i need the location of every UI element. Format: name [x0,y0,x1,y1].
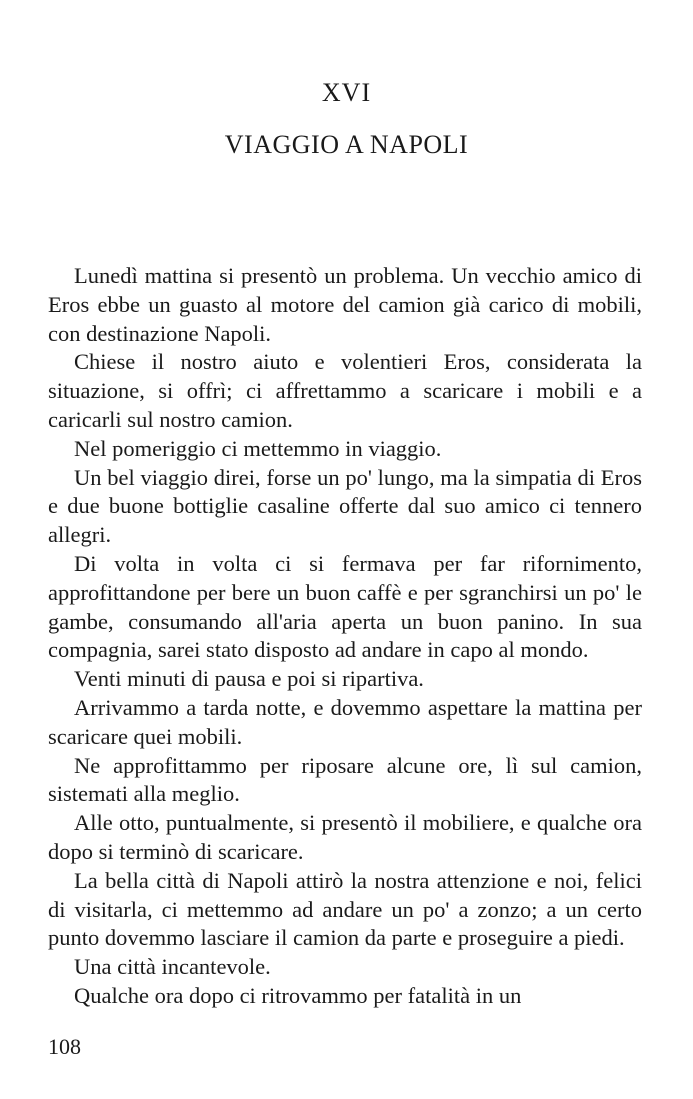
paragraph: Arrivammo a tarda notte, e dovemmo aspettare la mattina per scaricare quei mobili. [48,694,642,749]
paragraph: Qualche ora dopo ci ritrovammo per fatalità in un [74,982,522,1008]
paragraph: Ne approfittammo per riposare alcune ore, lì sul camion, sistemati alla meglio. [48,752,642,807]
page-number: 108 [48,1034,81,1059]
paragraph: Nel pomeriggio ci mettemmo in viaggio. [74,435,442,461]
paragraph: La bella città di Napoli attirò la nostra attenzione e noi, felici di visitarla, ci mettemmo ad andare un po' a zonzo; a un certo punto dovemmo lasciare il camion da parte e proseguire a piedi. [48,867,642,951]
paragraph: Di volta in volta ci si fermava per far rifornimento, approfittandone per bere un buon caffè e per sgranchirsi un po' le gambe, consumando all'aria aperta un buon panino. In sua compagnia, sarei stato disposto ad andare in capo al mondo. [48,550,642,663]
chapter-title: VIAGGIO A NAPOLI [224,130,469,159]
paragraph: Lunedì mattina si presentò un problema. Un vecchio amico di Eros ebbe un guasto al motore del camion già carico di mobili, con destinazione Napoli. [48,263,642,346]
paragraph: Un bel viaggio direi, forse un po' lungo, ma la simpatia di Eros e due buone bottiglie casaline offerte dal suo amico ci tennero allegri. [48,464,642,548]
paragraph: Chiese il nostro aiuto e volentieri Eros, considerata la situazione, si offrì; ci affrettammo a scaricare i mobili e a caricarli sul nostro camion. [48,349,642,432]
chapter-body [48,262,642,1011]
paragraph: Una città incantevole. [74,954,271,980]
chapter-number: XVI [321,78,372,107]
paragraph: Venti minuti di pausa e poi si ripartiva. [74,666,424,692]
paragraph: Alle otto, puntualmente, si presentò il mobiliere, e qualche ora dopo si terminò di scaricare. [48,810,642,864]
